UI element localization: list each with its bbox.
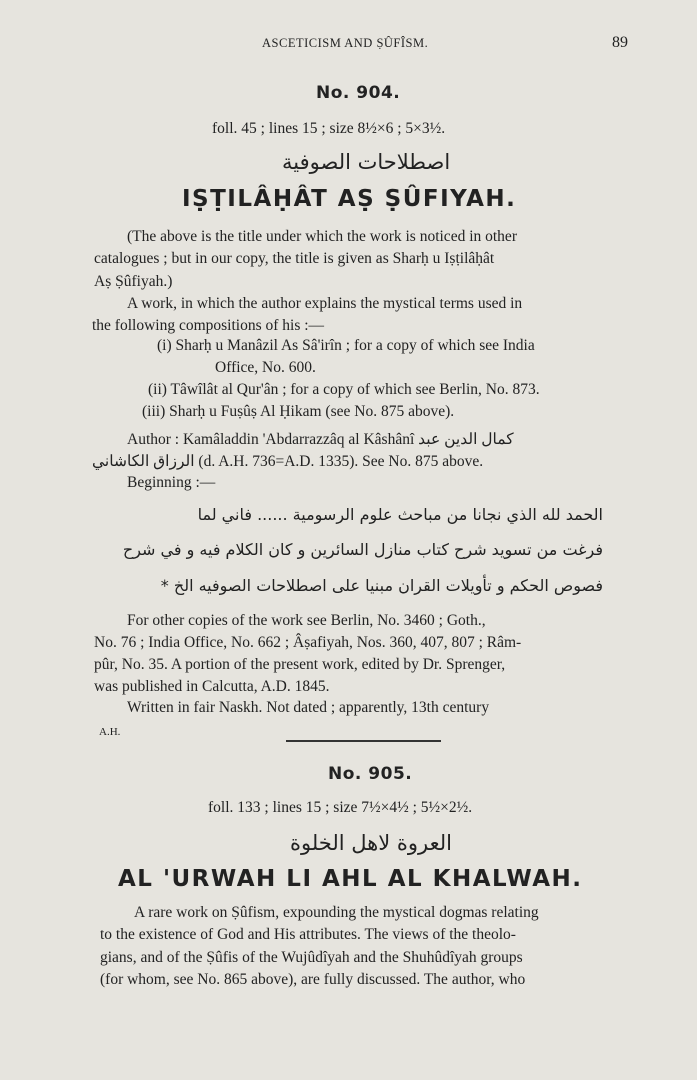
- text-line: was published in Calcutta, A.D. 1845.: [94, 678, 330, 695]
- text-line: Aṣ Ṣûfiyah.): [94, 273, 173, 290]
- entry-title: IṢṬILÂḤÂT AṢ ṢÛFIYAH.: [182, 186, 517, 212]
- text-line: pûr, No. 35. A portion of the present work, edited by Dr. Sprenger,: [94, 656, 506, 673]
- text-line: A work, in which the author explains the mystical terms used in: [127, 295, 523, 312]
- entry-number: No. 905.: [328, 764, 413, 784]
- folio-info: foll. 45 ; lines 15 ; size 8½×6 ; 5×3½.: [212, 120, 446, 137]
- folio-info: foll. 133 ; lines 15 ; size 7½×4½ ; 5½×2½.: [208, 799, 473, 816]
- running-head: ASCETICISM AND ṢÛFÎSM.: [262, 36, 429, 50]
- entry-number: No. 904.: [316, 83, 401, 103]
- list-item: (ii) Tâwîlât al Qur'ân ; for a copy of which see Berlin, No. 873.: [148, 381, 540, 398]
- text-line: gians, and of the Ṣûfis of the Wujûdîyah and the Shuhûdîyah groups: [100, 949, 523, 966]
- text-line: Written in fair Naskh. Not dated ; apparently, 13th century: [127, 699, 490, 716]
- text-line: A rare work on Ṣûfism, expounding the mystical dogmas relating: [134, 904, 539, 921]
- text-line: For other copies of the work see Berlin, No. 3460 ; Goth.,: [127, 612, 486, 629]
- text-line: No. 76 ; India Office, No. 662 ; Âṣafiyah, Nos. 360, 407, 807 ; Râm-: [94, 634, 522, 651]
- page-number: 89: [612, 34, 628, 51]
- text-line: Beginning :—: [127, 474, 216, 491]
- text-line: to the existence of God and His attributes. The views of the theolo-: [100, 926, 516, 943]
- section-divider: [286, 740, 441, 742]
- text-line: catalogues ; but in our copy, the title is given as Sharḥ u Iṣṭilâḥât: [94, 250, 495, 267]
- text-line: (for whom, see No. 865 above), are fully discussed. The author, who: [100, 971, 526, 988]
- arabic-text-line: فرغت من تسويد شرح كتاب منازل السائرين و كان الكلام فيه و في شرح: [122, 540, 603, 559]
- text-line: A.H.: [99, 726, 121, 738]
- text-line: the following compositions of his :—: [92, 317, 325, 334]
- arabic-text-line: الحمد لله الذي نجانا من مباحث علوم الرسومية ...... فاني لما: [197, 505, 603, 524]
- arabic-text-line: فصوص الحكم و تأويلات القران مبنيا على اصطلاحات الصوفيه الخ *: [160, 576, 603, 595]
- text-line: Author : Kamâladdin 'Abdarrazzâq al Kâshânî كمال الدين عبد: [127, 431, 514, 448]
- arabic-title: اصطلاحات الصوفية: [282, 150, 451, 174]
- text-line: الرزاق الكاشاني (d. A.H. 736=A.D. 1335). See No. 875 above.: [92, 453, 484, 470]
- text-line: (The above is the title under which the work is noticed in other: [127, 228, 517, 245]
- list-item: (iii) Sharḥ u Fuṣûṣ Al Ḥikam (see No. 875 above).: [142, 403, 455, 420]
- list-item-continuation: Office, No. 600.: [215, 359, 316, 376]
- arabic-title: العروة لاهل الخلوة: [290, 831, 452, 855]
- list-item: (i) Sharḥ u Manâzil As Sâ'irîn ; for a copy of which see India: [157, 337, 535, 354]
- entry-title: AL 'URWAH LI AHL AL KHALWAH.: [118, 866, 583, 892]
